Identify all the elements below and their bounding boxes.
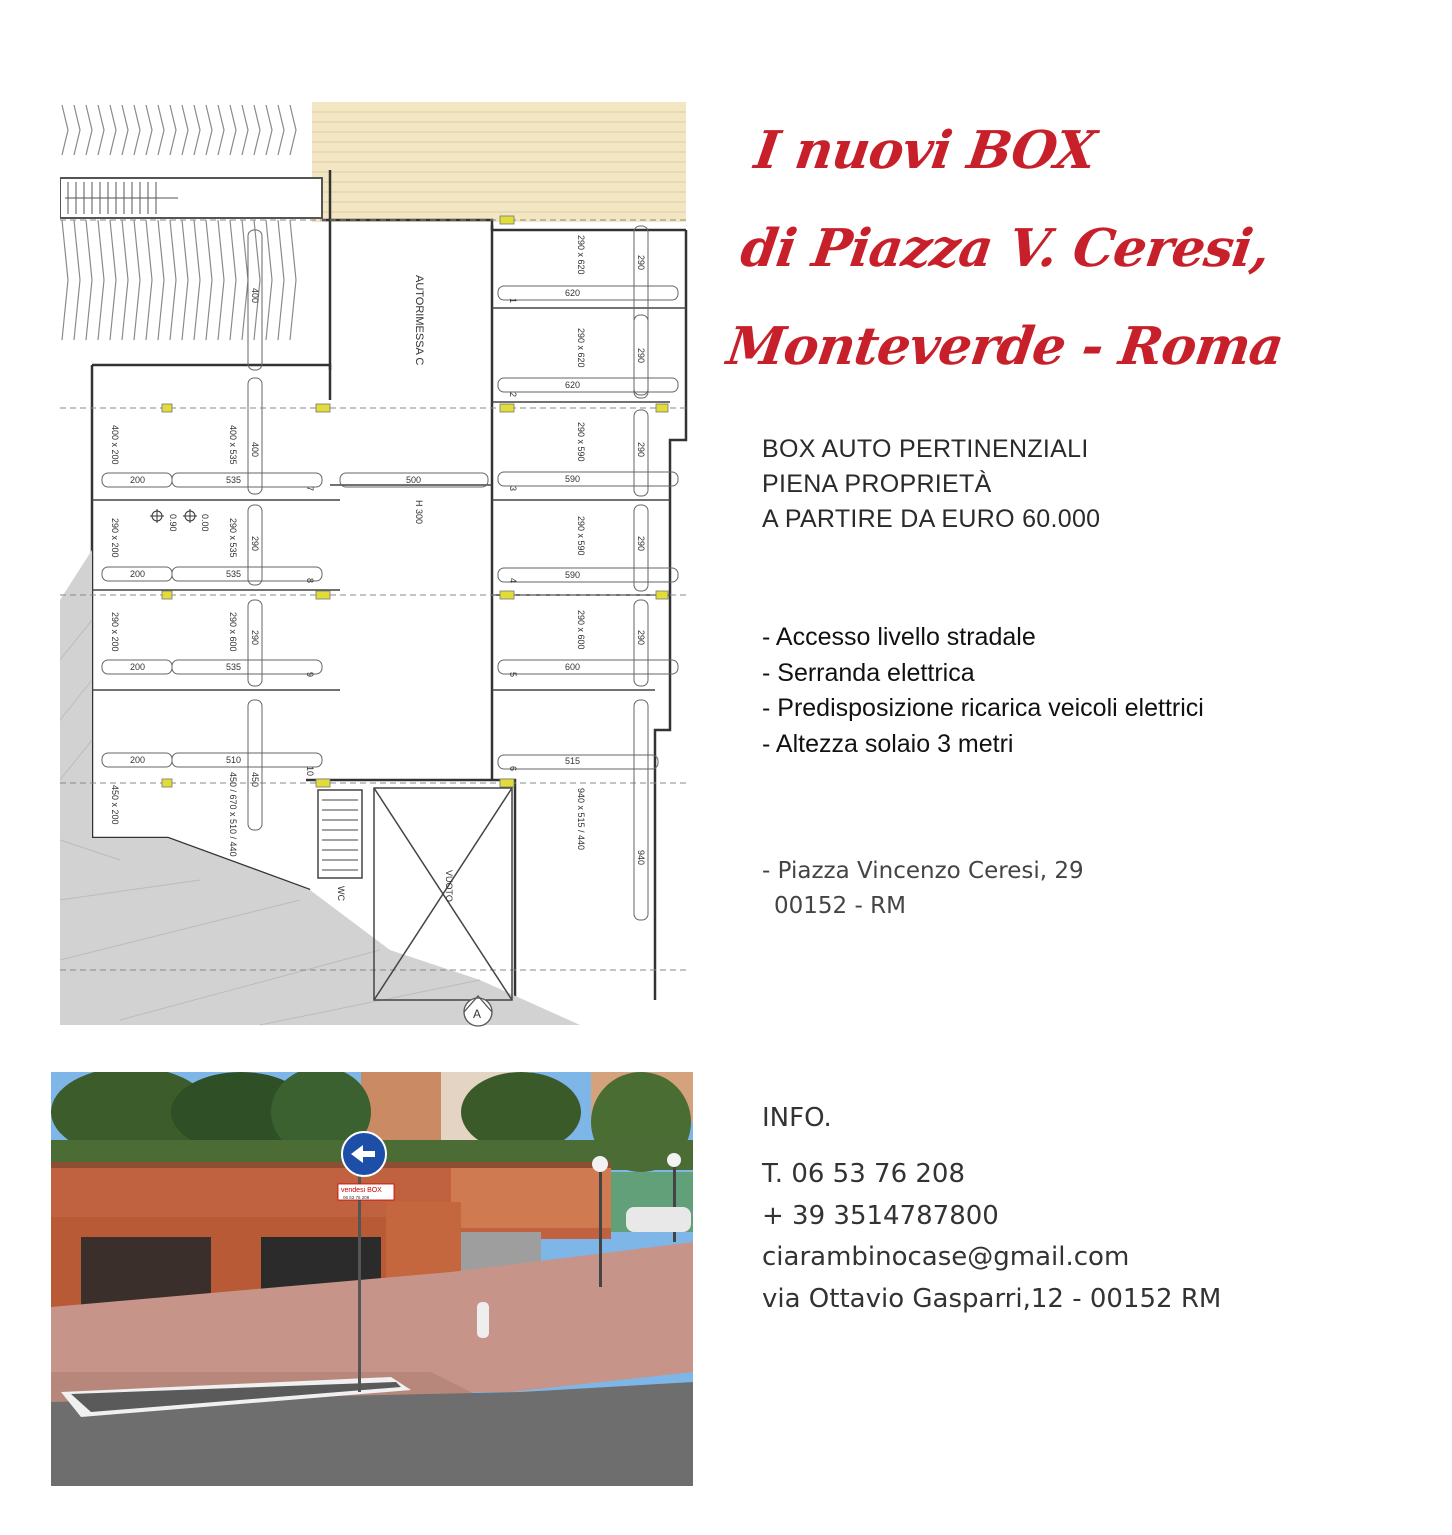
svg-text:5: 5: [508, 672, 518, 678]
svg-text:290: 290: [250, 630, 260, 646]
floor-plan: [60, 100, 690, 1030]
offer-line: PIENA PROPRIETÀ: [762, 470, 992, 498]
svg-text:535: 535: [226, 475, 242, 485]
feature-item: - Accesso livello stradale: [762, 623, 1036, 651]
svg-text:200: 200: [130, 755, 146, 765]
svg-text:510: 510: [226, 755, 242, 765]
svg-text:8: 8: [305, 578, 315, 584]
svg-text:450 / 670 x 510 / 440: 450 / 670 x 510 / 440: [228, 772, 238, 857]
svg-text:400: 400: [250, 442, 260, 458]
address-line-2: 00152 - RM: [774, 893, 906, 919]
street-photo: [51, 1072, 693, 1486]
headline-line-1: I nuovi BOX: [750, 120, 1099, 181]
sale-sign-phone: 06 53 76 208: [343, 1195, 370, 1200]
svg-text:3: 3: [508, 486, 518, 492]
svg-text:450: 450: [250, 772, 260, 788]
svg-text:290 x 590: 290 x 590: [576, 422, 586, 462]
svg-text:400 x 200: 400 x 200: [110, 425, 120, 465]
headline: [721, 102, 1402, 396]
svg-text:400: 400: [250, 288, 260, 304]
phone-number[interactable]: T. 06 53 76 208: [762, 1159, 965, 1189]
contact-info: [762, 1100, 1221, 1320]
svg-text:290: 290: [636, 348, 646, 364]
feature-item: - Serranda elettrica: [762, 658, 975, 687]
offer-line: BOX AUTO PERTINENZIALI: [762, 435, 1089, 463]
svg-text:0.00: 0.00: [200, 514, 210, 532]
sale-sign-text: vendesi BOX: [341, 1187, 382, 1194]
svg-text:290 x 600: 290 x 600: [228, 612, 238, 652]
svg-text:535: 535: [226, 569, 242, 579]
email-address[interactable]: ciarambinocase@gmail.com: [762, 1242, 1130, 1272]
feature-item: - Predisposizione ricarica veicoli elettrici: [762, 694, 1204, 722]
svg-text:290: 290: [636, 255, 646, 271]
plan-height: H 300: [414, 500, 424, 525]
svg-text:6: 6: [508, 766, 518, 772]
svg-text:2: 2: [508, 392, 518, 398]
svg-text:515: 515: [565, 756, 581, 766]
void-label: VUOTO: [444, 870, 454, 902]
svg-text:290 x 620: 290 x 620: [576, 328, 586, 368]
svg-text:290 x 600: 290 x 600: [576, 610, 586, 650]
svg-text:290 x 590: 290 x 590: [576, 516, 586, 556]
address-line-1: - Piazza Vincenzo Ceresi, 29: [762, 858, 1084, 884]
svg-text:290: 290: [636, 630, 646, 646]
svg-text:290 x 200: 290 x 200: [110, 518, 120, 558]
property-address: [762, 854, 1084, 924]
svg-text:600: 600: [565, 662, 581, 672]
svg-text:620: 620: [565, 288, 581, 298]
svg-text:940: 940: [636, 850, 646, 866]
svg-text:10: 10: [305, 766, 315, 777]
svg-text:290: 290: [636, 536, 646, 552]
offer-line: A PARTIRE DA EURO 60.000: [762, 505, 1101, 533]
svg-text:290: 290: [250, 536, 260, 552]
svg-text:200: 200: [130, 475, 146, 485]
svg-text:450 x 200: 450 x 200: [110, 785, 120, 825]
info-label: INFO.: [762, 1103, 832, 1133]
svg-text:200: 200: [130, 569, 146, 579]
svg-text:590: 590: [565, 474, 581, 484]
section-marker-label: A: [473, 1007, 482, 1021]
office-address: via Ottavio Gasparri,12 - 00152 RM: [762, 1283, 1222, 1314]
wc-label: WC: [336, 886, 346, 901]
svg-text:400 x 535: 400 x 535: [228, 425, 238, 465]
svg-text:620: 620: [565, 380, 581, 390]
offer-summary: [762, 432, 1100, 537]
svg-text:290 x 620: 290 x 620: [576, 235, 586, 275]
svg-text:290: 290: [636, 442, 646, 458]
mobile-number[interactable]: + 39 3514787800: [762, 1200, 999, 1231]
feature-item: - Altezza solaio 3 metri: [762, 729, 1014, 758]
svg-text:590: 590: [565, 570, 581, 580]
svg-text:9: 9: [305, 672, 315, 678]
plan-title: AUTORIMESSA C: [413, 275, 425, 366]
feature-list: [762, 620, 1204, 762]
svg-text:500: 500: [406, 475, 422, 485]
svg-text:7: 7: [305, 486, 315, 492]
svg-text:200: 200: [130, 662, 146, 672]
svg-text:535: 535: [226, 662, 242, 672]
svg-text:290 x 535: 290 x 535: [228, 518, 238, 558]
headline-line-2: di Piazza V. Ceresi,: [737, 218, 1273, 279]
svg-text:1: 1: [508, 298, 518, 304]
svg-text:4: 4: [508, 578, 518, 584]
svg-text:940 x 515 / 440: 940 x 515 / 440: [576, 788, 586, 851]
headline-line-3: Monteverde - Roma: [723, 316, 1287, 377]
svg-text:290 x 200: 290 x 200: [110, 612, 120, 652]
svg-text:0.90: 0.90: [168, 514, 178, 532]
